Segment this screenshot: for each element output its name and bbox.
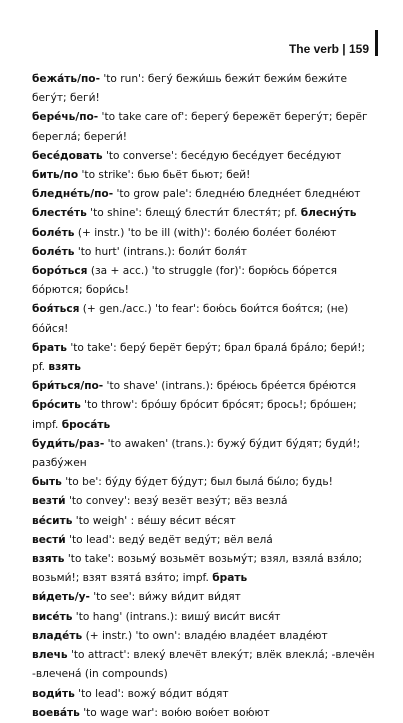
verb-headword: блестéть [32, 207, 87, 220]
verb-headword: владéть [32, 629, 83, 642]
verb-entry [32, 204, 377, 223]
verb-headword: вéсить [32, 514, 73, 527]
verb-forms: 'to awaken' (trans.): бужý бýдит бýдят; буди́!; разбýжен [32, 437, 361, 470]
header-title: The verb | 159 [288, 42, 369, 56]
verb-entry [32, 243, 377, 262]
verb-entry [32, 435, 377, 473]
verb-forms: 'to take': берý берёт берýт; брал брала́ брáло; бери́!; pf. [32, 341, 366, 374]
verb-entry [32, 166, 377, 185]
verb-entry [32, 185, 377, 204]
verb-headword: бежа́ть/по- [32, 73, 100, 85]
verb-entry [32, 492, 377, 511]
verb-forms: 'to lead': вожý вóдит вóдят [74, 687, 229, 700]
aspect-pair-verb: блеснýть [300, 207, 357, 220]
verb-headword: вести́ [32, 533, 66, 546]
verb-entry [32, 108, 377, 146]
verb-headword: бесéдовать [32, 149, 103, 162]
verb-forms: 'to converse': бесéдую бесéдует бесéдуют [102, 149, 342, 162]
verb-headword: болéть [32, 245, 75, 258]
verb-headword: борóться [32, 265, 88, 278]
verb-forms: 'to be': бýду бýдет бýдут; был былá бы́ло; будь! [61, 476, 333, 489]
aspect-pair-verb: взять [48, 361, 81, 374]
verb-forms: 'to shine': блещу́ блести́т блестя́т; pf. [86, 207, 301, 220]
verb-headword: брóсить [32, 399, 81, 412]
verb-entry [32, 646, 377, 684]
verb-entry [32, 396, 377, 434]
verb-entry [32, 608, 377, 627]
verb-forms: (за + acc.) 'to struggle (for)': борю́сь бóрется бóрются; бори́сь! [32, 265, 338, 297]
verb-entry [32, 300, 377, 338]
verb-forms: 'to run': бегу́ бежи́шь бежи́т бежи́м бежи́те бегу́т; беги́! [32, 73, 347, 105]
verb-forms: 'to convey': везý везёт везýт; вёз везлá [65, 495, 288, 508]
verb-headword: бри́ться/по- [32, 380, 104, 393]
verb-entry [32, 473, 377, 492]
verb-headword: висéть [32, 610, 73, 623]
verb-forms: (+ gen./acc.) 'to fear': бою́сь бои́тся боя́тся; (не) бóйся! [32, 303, 349, 335]
verb-forms: 'to wage war': вою́ю вою́ет вою́ют [79, 706, 270, 719]
verb-headword: боя́ться [32, 303, 80, 316]
verb-entry [32, 627, 377, 646]
verb-forms: 'to take': возьмý возьмёт возьмýт; взял, взялá взя́ло; возьми́!; взят взятá взя́то; impf. [32, 553, 363, 585]
verb-headword: везти́ [32, 495, 66, 508]
verb-entry [32, 531, 377, 550]
verb-forms: 'to hurt' (intrans.): боли́т боля́т [74, 245, 247, 258]
verb-headword: бледнéть/по- [32, 188, 114, 201]
verb-headword: взять [32, 553, 65, 566]
verb-entry [32, 512, 377, 531]
verb-entry [32, 339, 377, 377]
verb-entry [32, 224, 377, 243]
verb-entry [32, 147, 377, 166]
verb-forms: 'to take care of': берегу́ бережёт берегу́т; берёг берегла́; береги́! [32, 111, 368, 143]
verb-forms: 'to throw': брóшу брóсит брóсят; брось!; брóшен; impf. [32, 399, 357, 431]
verb-forms: 'to hang' (intrans.): вишý виси́т вися́т [72, 610, 281, 623]
verb-entry [32, 550, 377, 588]
aspect-pair-verb: бросáть [61, 418, 111, 431]
verb-forms: 'to weigh' : вéшу вéсит вéсят [72, 514, 236, 527]
verb-headword: брать [32, 341, 67, 354]
header-rule [375, 30, 378, 56]
verb-forms: (+ instr.) 'to own': владéю владéет владéют [82, 629, 328, 642]
verb-headword: воевáть [32, 706, 80, 719]
verb-headword: ви́деть/у- [32, 591, 90, 604]
verb-headword: буди́ть/раз- [32, 437, 105, 450]
verb-entry [32, 70, 377, 108]
verb-entry [32, 704, 377, 723]
running-header [289, 30, 378, 56]
verb-entry [32, 588, 377, 607]
verb-headword: болéть [32, 226, 75, 239]
aspect-pair-verb: брать [212, 572, 248, 585]
verb-forms: 'to strike': бью бьёт бьют; бей! [78, 169, 251, 182]
verb-forms: 'to shave' (intrans.): брéюсь брéется брéются [103, 380, 356, 393]
verb-forms: 'to attract': влекý влечёт влекýт; влёк влеклá; -влечён -влеченá (in compounds) [32, 649, 375, 681]
verb-forms: 'to grow pale': бледнéю бледнéет бледнéют [113, 188, 361, 201]
verb-entry [32, 685, 377, 704]
verb-headword: влечь [32, 649, 68, 662]
verb-headword: берéчь/по- [32, 111, 99, 124]
verb-forms: 'to see': ви́жу ви́дит ви́дят [89, 591, 241, 604]
verb-entry [32, 262, 377, 300]
verb-headword: бить/по [32, 169, 79, 182]
verb-entry [32, 377, 377, 396]
verb-headword: быть [32, 476, 62, 489]
verb-headword: води́ть [32, 687, 75, 700]
verb-forms: (+ instr.) 'to be ill (with)': болéю болéет болéют [74, 226, 337, 239]
verb-forms: 'to lead': ведý ведёт ведýт; вёл велá [65, 533, 273, 546]
verb-list [32, 70, 377, 723]
